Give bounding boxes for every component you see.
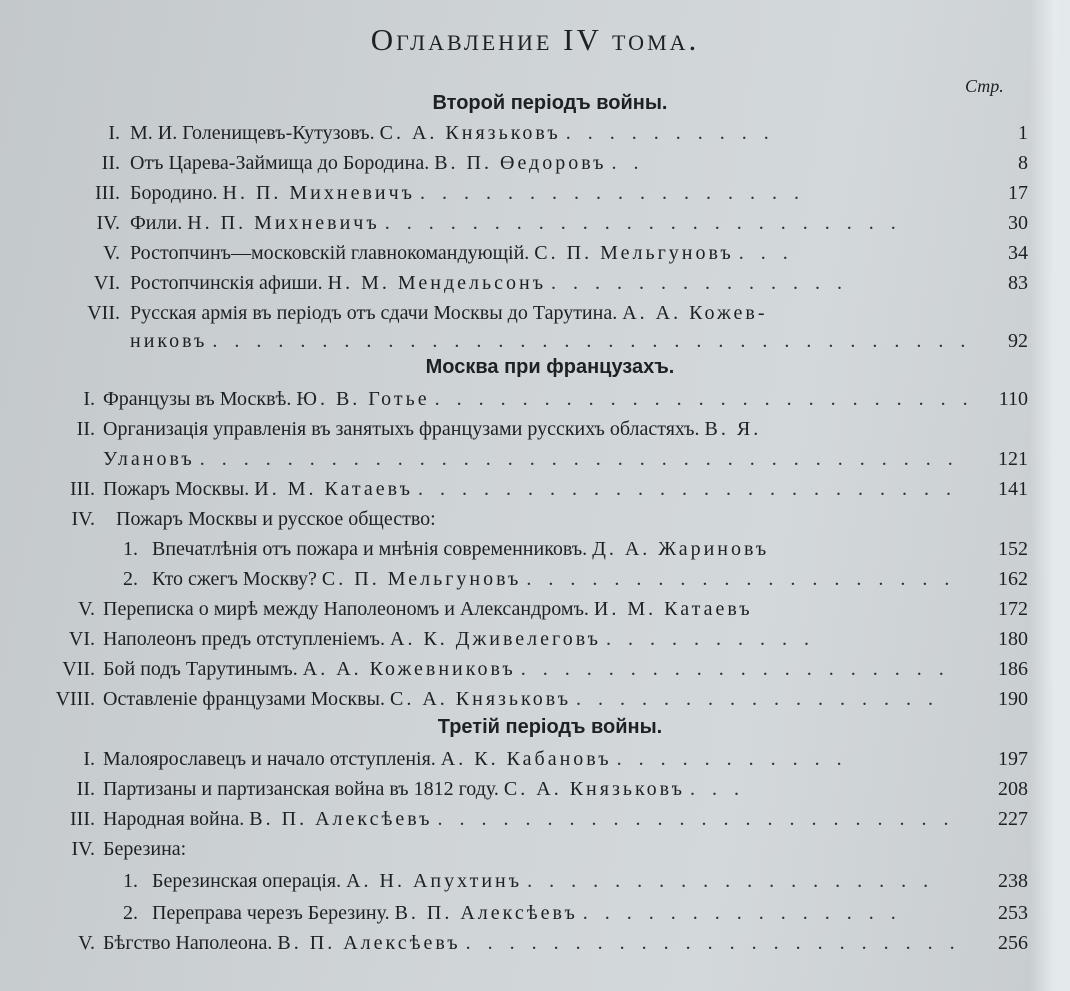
- entry-number: II.: [76, 778, 95, 800]
- entry-number: IV.: [71, 838, 95, 860]
- toc-entry: [0, 212, 1040, 240]
- entry-number: 2.: [123, 902, 138, 924]
- toc-entry: [0, 932, 1040, 960]
- entry-title: Березинская операція.: [152, 870, 342, 892]
- entry-author: А. К. Дживелеговъ: [390, 628, 602, 650]
- entry-page: 83: [1008, 272, 1028, 294]
- toc-entry: [0, 122, 1040, 150]
- entry-number: VIII.: [55, 688, 95, 710]
- entry-title: Французы въ Москвѣ.: [103, 388, 292, 410]
- toc-entry: [0, 388, 1040, 416]
- entry-author-continuation: никовъ: [130, 330, 208, 352]
- dot-leader: . . . . . . . . . . . . . .: [551, 272, 849, 294]
- entry-number: I.: [83, 748, 95, 770]
- toc-entry: [0, 808, 1040, 836]
- entry-title: Русская армія въ періодъ отъ сдачи Москвы до Тарутина.: [130, 302, 618, 324]
- toc-entry: [0, 478, 1040, 506]
- entry-number: V.: [78, 598, 95, 620]
- dot-leader: . .: [611, 152, 645, 174]
- entry-author: А. А. Кожев-: [622, 302, 768, 324]
- dot-leader: . . . . . . . . . . . . . . .: [582, 902, 902, 924]
- entry-page: 186: [998, 658, 1028, 680]
- entry-number: V.: [103, 242, 120, 264]
- entry-author: Д. А. Жариновъ: [592, 538, 770, 560]
- toc-entry: [0, 182, 1040, 210]
- entry-page: 17: [1008, 182, 1028, 204]
- entry-page: 208: [998, 778, 1028, 800]
- entry-number: 2.: [123, 568, 138, 590]
- entry-number: VI.: [68, 628, 95, 650]
- dot-leader: . . . . . . . . . . . . . . . . . . . . . . . . .: [417, 478, 957, 500]
- entry-author: Н. М. Мендельсонъ: [327, 272, 547, 294]
- entry-number: II.: [101, 152, 120, 174]
- toc-entry: [0, 778, 1040, 806]
- entry-title: Ростопчинъ—московскій главнокомандующій.: [130, 242, 530, 264]
- entry-author: В. П. Алексѣевъ: [277, 932, 461, 954]
- entry-author: В. Я.: [704, 418, 762, 440]
- entry-page: 256: [998, 932, 1028, 954]
- entry-page: 141: [998, 478, 1028, 500]
- entry-author-continuation: Улановъ: [103, 448, 195, 470]
- entry-title: Березина:: [103, 838, 187, 860]
- dot-leader: . . . . . . . . . . . . . . . . . . . . . . . . . . . . . . . . . . .: [199, 448, 959, 470]
- toc-entry: [0, 838, 1040, 866]
- entry-author: Н. П. Михневичъ: [187, 212, 380, 234]
- entry-title: Фили.: [130, 212, 183, 234]
- entry-page: 162: [998, 568, 1028, 590]
- entry-author: С. А. Князьковъ: [390, 688, 572, 710]
- entry-author: С. П. Мельгуновъ: [321, 568, 522, 590]
- entry-page: 253: [998, 902, 1028, 924]
- entry-title: Бѣгство Наполеона.: [103, 932, 273, 954]
- entry-author: В. П. Өедоровъ: [434, 152, 607, 174]
- entry-page: 34: [1008, 242, 1028, 264]
- entry-number: 1.: [123, 870, 138, 892]
- toc-entry: [0, 242, 1040, 270]
- dot-leader: . . . . . . . . . . . . . . . . . .: [420, 182, 805, 204]
- section-heading: Второй періодъ войны.: [432, 92, 668, 114]
- toc-entry: [0, 902, 1040, 930]
- entry-number: I.: [83, 388, 95, 410]
- entry-author: И. М. Катаевъ: [254, 478, 413, 500]
- entry-author: Н. П. Михневичъ: [222, 182, 415, 204]
- entry-title: Отъ Царева-Займища до Бородина.: [130, 152, 430, 174]
- entry-author: А. Н. Апухтинъ: [346, 870, 523, 892]
- toc-entry: [0, 748, 1040, 776]
- entry-title: Переправа черезъ Березину.: [152, 902, 390, 924]
- dot-leader: . . . . . . . . . . . . . . . . . . . . . . . .: [437, 808, 955, 830]
- dot-leader: . . . . . . . . . . . . . . . . . . . . . . . . .: [434, 388, 974, 410]
- entry-author: С. П. Мельгуновъ: [534, 242, 734, 264]
- entry-title: Бородино.: [130, 182, 218, 204]
- entry-title: Пожаръ Москвы и русское общество:: [116, 508, 436, 530]
- toc-entry-continuation: [0, 330, 1040, 358]
- entry-author: Ю. В. Готье: [296, 388, 430, 410]
- toc-entry: [0, 598, 1040, 626]
- toc-entry: [0, 272, 1040, 300]
- entry-author: А. А. Кожевниковъ: [302, 658, 516, 680]
- section-heading: Третій періодъ войны.: [437, 716, 663, 738]
- dot-leader: . . . . . . . . . .: [606, 628, 816, 650]
- section-heading: Москва при французахъ.: [425, 356, 675, 378]
- entry-author: В. П. Алексѣевъ: [249, 808, 433, 830]
- entry-number: II.: [76, 418, 95, 440]
- entry-title: М. И. Голенищевъ-Кутузовъ.: [130, 122, 375, 144]
- toc-entry: [0, 508, 1040, 536]
- entry-title: Наполеонъ предъ отступленіемъ.: [103, 628, 386, 650]
- entry-author: С. А. Князьковъ: [503, 778, 685, 800]
- entry-page: 197: [998, 748, 1028, 770]
- entry-title: Переписка о мирѣ между Наполеономъ и Александромъ.: [103, 598, 589, 620]
- toc-entry: [0, 568, 1040, 596]
- dot-leader: . . . . . . . . . . .: [616, 748, 848, 770]
- entry-number: III.: [70, 478, 95, 500]
- entry-number: 1.: [123, 538, 138, 560]
- entry-number: V.: [78, 932, 95, 954]
- entry-page: 227: [998, 808, 1028, 830]
- entry-title: Партизаны и партизанская война въ 1812 году.: [103, 778, 499, 800]
- page-title: Оглавление IV тома.: [370, 22, 700, 57]
- toc-entry: [0, 870, 1040, 898]
- entry-page: 238: [998, 870, 1028, 892]
- entry-page: 190: [998, 688, 1028, 710]
- entry-page: 152: [998, 538, 1028, 560]
- entry-page: 1: [1018, 122, 1028, 144]
- entry-number: VI.: [93, 272, 120, 294]
- entry-number: III.: [70, 808, 95, 830]
- entry-page: 92: [1008, 330, 1028, 352]
- toc-entry: [0, 152, 1040, 180]
- entry-number: VII.: [87, 302, 120, 324]
- entry-number: IV.: [71, 508, 95, 530]
- dot-leader: . . . . . . . . . . . . . . . . . . . . . . .: [465, 932, 961, 954]
- dot-leader: . . . . . . . . . . . . . . . . . . . .: [520, 658, 950, 680]
- toc-entry: [0, 688, 1040, 716]
- dot-leader: . . . . . . . . . . . . . . . . . . . . . . . .: [384, 212, 902, 234]
- toc-entry: [0, 658, 1040, 686]
- entry-page: 110: [998, 388, 1028, 410]
- entry-number: IV.: [96, 212, 120, 234]
- dot-leader: . . .: [689, 778, 745, 800]
- entry-page: 180: [998, 628, 1028, 650]
- dot-leader: . . .: [738, 242, 794, 264]
- entry-author: В. П. Алексѣевъ: [394, 902, 578, 924]
- toc-entry-continuation: [0, 448, 1040, 476]
- entry-number: III.: [95, 182, 120, 204]
- page-column-label: Стр.: [965, 76, 1004, 96]
- entry-title: Народная война.: [103, 808, 245, 830]
- toc-entry: [0, 628, 1040, 656]
- entry-page: 121: [998, 448, 1028, 470]
- entry-page: 172: [998, 598, 1028, 620]
- dot-leader: . . . . . . . . . . . . . . . . . . .: [527, 870, 935, 892]
- entry-author: И. М. Катаевъ: [593, 598, 753, 620]
- dot-leader: . . . . . . . . . . . . . . . . . . . . . . . . . . . . . . . . . . .: [212, 330, 972, 352]
- entry-title: Пожаръ Москвы.: [103, 478, 250, 500]
- toc-entry: [0, 302, 1040, 330]
- entry-title: Организація управленія въ занятыхъ французами русскихъ областяхъ.: [103, 418, 700, 440]
- dot-leader: . . . . . . . . . .: [565, 122, 775, 144]
- entry-author: С. А. Князьковъ: [379, 122, 561, 144]
- entry-page: 8: [1018, 152, 1028, 174]
- entry-number: I.: [108, 122, 120, 144]
- entry-title: Малоярославецъ и начало отступленія.: [103, 748, 436, 770]
- toc-entry: [0, 538, 1040, 566]
- entry-title: Впечатлѣнія отъ пожара и мнѣнія современниковъ.: [152, 538, 588, 560]
- entry-author: А. К. Кабановъ: [440, 748, 612, 770]
- entry-page: 30: [1008, 212, 1028, 234]
- entry-title: Ростопчинскія афиши.: [130, 272, 323, 294]
- dot-leader: . . . . . . . . . . . . . . . . . . . .: [526, 568, 956, 590]
- toc-entry: [0, 418, 1040, 446]
- entry-title: Оставленіе французами Москвы.: [103, 688, 385, 710]
- entry-title: Кто сжегъ Москву?: [152, 568, 317, 590]
- dot-leader: . . . . . . . . . . . . . . . . .: [576, 688, 940, 710]
- entry-number: VII.: [62, 658, 95, 680]
- entry-title: Бой подъ Тарутинымъ.: [103, 658, 298, 680]
